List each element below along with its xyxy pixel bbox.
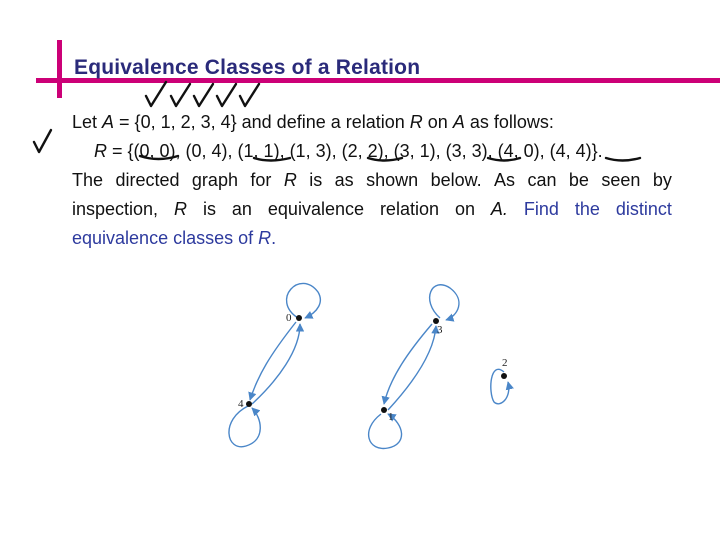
word: equivalence xyxy=(267,199,364,219)
word: graph xyxy=(191,170,238,190)
word: by xyxy=(652,170,672,190)
node-label-1: 1 xyxy=(388,411,394,423)
word: shown xyxy=(366,170,419,190)
word: seen xyxy=(601,170,641,190)
edge-0-4 xyxy=(250,322,296,400)
word: on xyxy=(454,199,475,219)
text-segment: on xyxy=(422,112,453,132)
word: relation xyxy=(379,199,439,219)
loop-4-4 xyxy=(229,406,260,447)
text-segment: as follows: xyxy=(464,112,554,132)
graph-node-4 xyxy=(246,401,252,407)
word: is xyxy=(202,199,216,219)
word: is xyxy=(309,170,323,190)
word: be xyxy=(568,170,589,190)
graph-node-1 xyxy=(381,407,387,413)
loop-3-3 xyxy=(430,285,459,320)
node-label-3: 3 xyxy=(437,324,443,336)
text-segment: equivalence classes of xyxy=(72,228,259,248)
word: for xyxy=(250,170,272,190)
word: directed xyxy=(115,170,180,190)
word: R xyxy=(283,170,297,190)
edge-3-1 xyxy=(384,324,432,404)
set-symbol: A xyxy=(452,112,465,132)
text-segment: . xyxy=(271,228,277,248)
edge-1-3 xyxy=(388,326,436,410)
word: the xyxy=(574,199,600,219)
word: A. xyxy=(490,199,508,219)
word: The xyxy=(72,170,104,190)
set-symbol: A xyxy=(102,112,115,132)
relation-symbol: R xyxy=(409,112,423,132)
loop-1-1 xyxy=(369,414,402,448)
text-segment: = {0, 1, 2, 3, 4} and define a relation xyxy=(114,112,410,132)
word: distinct xyxy=(615,199,672,219)
word: inspection, xyxy=(72,199,159,219)
loop-0-0 xyxy=(287,283,321,318)
relation-symbol: R xyxy=(94,141,107,161)
word: below. xyxy=(430,170,482,190)
graph-node-2 xyxy=(501,373,507,379)
node-label-4: 4 xyxy=(238,398,244,410)
relation-symbol: R xyxy=(258,228,272,248)
word: an xyxy=(231,199,252,219)
text-segment: Let xyxy=(72,112,103,132)
word: Find xyxy=(523,199,559,219)
word: As xyxy=(494,170,516,190)
word: can xyxy=(527,170,557,190)
graph-node-0 xyxy=(296,315,302,321)
word: as xyxy=(334,170,354,190)
edge-4-0 xyxy=(252,324,300,404)
relation-definition: = {(0, 0), (0, 4), (1, 1), (1, 3), (2, 2), (3, 1), (3, 3), (4, 0), (4, 4)}. xyxy=(107,141,603,161)
word: R xyxy=(174,199,188,219)
node-label-0: 0 xyxy=(286,312,292,324)
node-label-2: 2 xyxy=(502,357,508,369)
slide-title: Equivalence Classes of a Relation xyxy=(74,56,421,79)
